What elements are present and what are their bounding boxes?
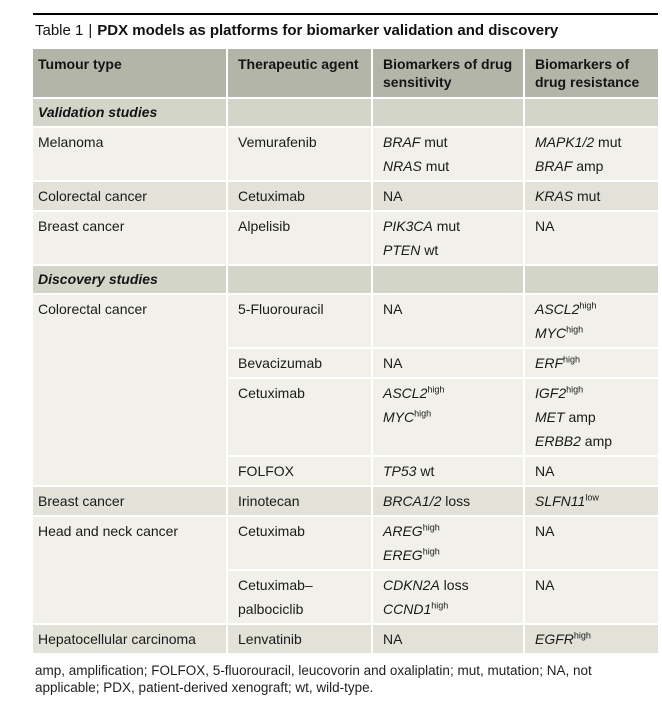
biomarker-line: $EGFR^{high}$: [535, 630, 591, 647]
agent-cell: Vemurafenib: [228, 128, 373, 180]
agent-cell: Bevacizumab: [228, 349, 373, 377]
biomarker-line: NA: [383, 631, 403, 647]
sensitivity-cell: [373, 379, 525, 455]
table-row-group-colorectal-validation: [33, 180, 658, 210]
gene-symbol: ERBB2: [535, 433, 581, 449]
biomarker-line: TP53 wt: [383, 463, 435, 479]
gene-symbol: PTEN: [383, 242, 421, 258]
table-subrow: [228, 377, 658, 455]
biomarker-line: BRAF mut: [383, 134, 448, 150]
sensitivity-cell: [373, 571, 525, 623]
table-subrow: [228, 295, 658, 347]
column-header-therapeutic-agent: Therapeutic agent: [228, 49, 373, 97]
biomarker-line: NA: [535, 577, 555, 593]
resistance-cell: [525, 487, 658, 515]
table-subrow: [228, 487, 658, 515]
gene-symbol: TP53: [383, 463, 417, 479]
biomarker-line: $ERF^{high}$: [535, 354, 581, 371]
table-number: Table 1: [35, 22, 84, 39]
pdx-biomarker-table: [33, 49, 658, 653]
gene-symbol: ASCL2: [535, 301, 580, 317]
biomarker-line: KRAS mut: [535, 188, 601, 204]
table-row-group-breast-validation: [33, 210, 658, 264]
agent-cell: Cetuximab–palbociclib: [228, 571, 373, 623]
agent-cell: Lenvatinib: [228, 625, 373, 653]
biomarker-line: MET amp: [535, 409, 596, 425]
biomarker-line: PTEN wt: [383, 242, 439, 258]
table-subrow: [228, 182, 658, 210]
biomarker-line: NA: [535, 218, 555, 234]
section-band-spacer: [228, 99, 373, 126]
biomarker-line: NA: [383, 188, 403, 204]
gene-symbol: MAPK1/2: [535, 134, 595, 150]
sensitivity-cell: [373, 212, 525, 264]
sensitivity-cell: [373, 457, 525, 485]
section-band-validation-studies: [33, 97, 658, 126]
resistance-cell: [525, 128, 658, 180]
biomarker-line: $AREG^{high}$: [383, 522, 440, 539]
biomarker-line: NA: [383, 355, 403, 371]
gene-symbol: AREG: [383, 523, 423, 539]
resistance-cell: [525, 457, 658, 485]
biomarker-line: NRAS mut: [383, 158, 450, 174]
tumour-type-cell: Breast cancer: [33, 487, 228, 515]
sensitivity-cell: [373, 295, 525, 347]
section-label: Discovery studies: [33, 266, 228, 293]
sensitivity-cell: [373, 517, 525, 569]
section-band-spacer: [373, 99, 525, 126]
table-subrow: [228, 569, 658, 623]
gene-symbol: CCND1: [383, 601, 432, 617]
agent-cell: Cetuximab: [228, 517, 373, 569]
table-subrow: [228, 517, 658, 569]
section-band-spacer: [373, 266, 525, 293]
gene-symbol: BRAF: [383, 134, 421, 150]
biomarker-line: NA: [535, 463, 555, 479]
resistance-cell: [525, 212, 658, 264]
gene-symbol: NRAS: [383, 158, 422, 174]
tumour-type-cell: Hepatocellular carcinoma: [33, 625, 228, 653]
table-footnote: amp, amplification; FOLFOX, 5-fluorouracil, leucovorin and oxaliplatin; mut, mutation; NA, not applicable; PDX, patient-derived xenograft; wt, wild-type.: [35, 663, 592, 695]
resistance-cell: [525, 571, 658, 623]
table-row-group-colorectal-discovery: [33, 293, 658, 485]
gene-symbol: EREG: [383, 547, 423, 563]
tumour-type-cell: Melanoma: [33, 128, 228, 180]
agent-cell: Alpelisib: [228, 212, 373, 264]
table-header-row: [33, 49, 658, 97]
table-row-group-hepatocellular: [33, 623, 658, 653]
sensitivity-cell: [373, 128, 525, 180]
table-subrow: [228, 625, 658, 653]
table-subrow: [228, 347, 658, 377]
table-row-group-head-and-neck: [33, 515, 658, 623]
gene-symbol: BRCA1/2: [383, 493, 442, 509]
biomarker-line: CDKN2A loss: [383, 577, 469, 593]
table-title: [35, 21, 662, 40]
section-band-discovery-studies: [33, 264, 658, 293]
agent-cell: FOLFOX: [228, 457, 373, 485]
section-label: Validation studies: [33, 99, 228, 126]
gene-symbol: BRAF: [535, 158, 573, 174]
gene-symbol: ASCL2: [383, 385, 428, 401]
section-band-spacer: [525, 99, 658, 126]
gene-symbol: IGF2: [535, 385, 567, 401]
biomarker-line: $ASCL2^{high}$: [383, 384, 445, 401]
table-subrow: [228, 128, 658, 180]
sensitivity-cell: [373, 487, 525, 515]
resistance-cell: [525, 295, 658, 347]
agent-cell: Cetuximab: [228, 379, 373, 455]
biomarker-line: NA: [535, 523, 555, 539]
biomarker-line: NA: [383, 301, 403, 317]
biomarker-line: ERBB2 amp: [535, 433, 613, 449]
table-row-group-breast-discovery: [33, 485, 658, 515]
column-header-tumour-type: Tumour type: [33, 49, 228, 97]
sensitivity-cell: [373, 625, 525, 653]
biomarker-line: BRAF amp: [535, 158, 604, 174]
tumour-type-cell: Head and neck cancer: [33, 517, 228, 623]
tumour-type-cell: Colorectal cancer: [33, 182, 228, 210]
gene-symbol: SLFN11: [535, 493, 586, 509]
biomarker-line: $MYC^{high}$: [383, 408, 432, 425]
resistance-cell: [525, 625, 658, 653]
biomarker-line: BRCA1/2 loss: [383, 493, 471, 509]
gene-symbol: CDKN2A: [383, 577, 440, 593]
biomarker-line: $CCND1^{high}$: [383, 600, 449, 617]
sensitivity-cell: [373, 349, 525, 377]
table-subrow: [228, 455, 658, 485]
biomarker-line: $SLFN11^{low}$: [535, 492, 599, 509]
resistance-cell: [525, 182, 658, 210]
gene-symbol: KRAS: [535, 188, 574, 204]
section-band-spacer: [525, 266, 658, 293]
tumour-type-cell: Breast cancer: [33, 212, 228, 264]
tumour-type-cell: Colorectal cancer: [33, 295, 228, 485]
agent-cell: Cetuximab: [228, 182, 373, 210]
biomarker-line: PIK3CA mut: [383, 218, 461, 234]
gene-symbol: EGFR: [535, 631, 574, 647]
table-row-group-melanoma: [33, 126, 658, 180]
resistance-cell: [525, 517, 658, 569]
gene-symbol: PIK3CA: [383, 218, 433, 234]
agent-cell: Irinotecan: [228, 487, 373, 515]
biomarker-line: $EREG^{high}$: [383, 546, 440, 563]
resistance-cell: [525, 349, 658, 377]
title-separator: |: [88, 22, 93, 39]
biomarker-line: $IGF2^{high}$: [535, 384, 584, 401]
biomarker-line: MAPK1/2 mut: [535, 134, 622, 150]
biomarker-line: $ASCL2^{high}$: [535, 300, 597, 317]
table-subrow: [228, 212, 658, 264]
agent-cell: 5-Fluorouracil: [228, 295, 373, 347]
biomarker-line: $MYC^{high}$: [535, 324, 584, 341]
gene-symbol: MYC: [383, 409, 415, 425]
table-top-rule: [33, 13, 658, 15]
gene-symbol: MET: [535, 409, 565, 425]
resistance-cell: [525, 379, 658, 455]
gene-symbol: MYC: [535, 325, 567, 341]
section-band-spacer: [228, 266, 373, 293]
column-header-biomarkers-resistance: Biomarkers of drug resistance: [535, 56, 640, 90]
sensitivity-cell: [373, 182, 525, 210]
table-title-text: PDX models as platforms for biomarker validation and discovery: [97, 22, 559, 39]
gene-symbol: ERF: [535, 355, 563, 371]
column-header-biomarkers-sensitivity: Biomarkers of drug sensitivity: [373, 49, 525, 97]
